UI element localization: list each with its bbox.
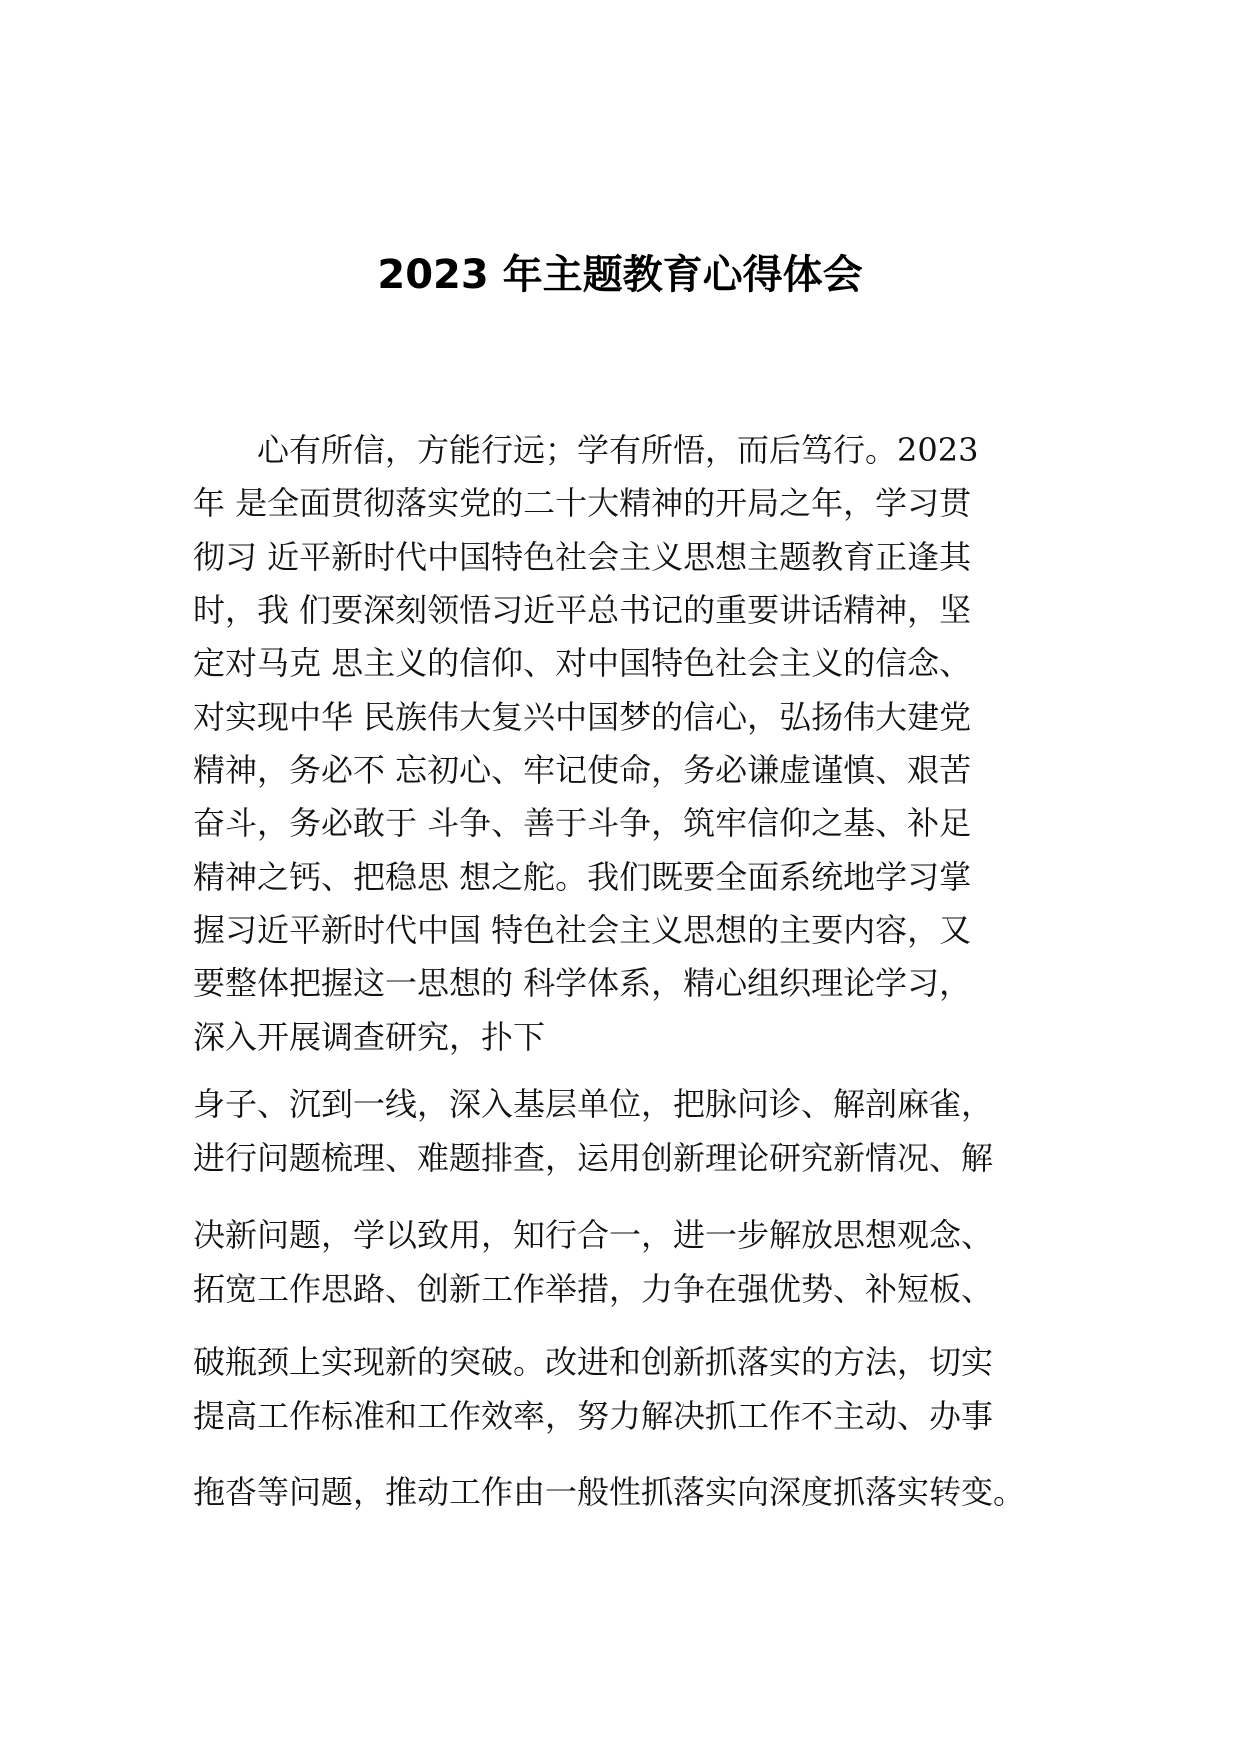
body-line: 拓宽工作思路、创新工作举措，力争在强优势、补短板、 (193, 1270, 994, 1308)
body-line: 奋斗，务必敢于 斗争、善于斗争，筑牢信仰之基、补足 (193, 804, 972, 842)
body-line: 深入开展调查研究，扑下 (193, 1018, 546, 1056)
body-line: 心有所信，方能行远；学有所悟，而后笃行。2023 (193, 431, 979, 469)
body-line: 对实现中华 民族伟大复兴中国梦的信心，弘扬伟大建党 (193, 698, 972, 736)
body-line: 定对马克 思主义的信仰、对中国特色社会主义的信念、 (193, 644, 972, 682)
body-line: 握习近平新时代中国 特色社会主义思想的主要内容，又 (193, 911, 972, 949)
body-line: 要整体把握这一思想的 科学体系，精心组织理论学习， (193, 964, 972, 1002)
body-line: 精神，务必不 忘初心、牢记使命，务必谦虚谨慎、艰苦 (193, 751, 972, 789)
body-line: 时，我 们要深刻领悟习近平总书记的重要讲话精神，坚 (193, 591, 972, 629)
body-line: 彻习 近平新时代中国特色社会主义思想主题教育正逢其 (193, 538, 972, 576)
body-line: 年 是全面贯彻落实党的二十大精神的开局之年，学习贯 (193, 484, 972, 522)
body-line: 提高工作标准和工作效率，努力解决抓工作不主动、办事 (193, 1397, 994, 1435)
body-line: 身子、沉到一线，深入基层单位，把脉问诊、解剖麻雀， (193, 1085, 994, 1123)
body-line: 进行问题梳理、难题排查，运用创新理论研究新情况、解 (193, 1139, 994, 1177)
body-line: 决新问题，学以致用，知行合一，进一步解放思想观念、 (193, 1216, 994, 1254)
document-title: 2023 年主题教育心得体会 (377, 252, 863, 298)
body-line: 破瓶颈上实现新的突破。改进和创新抓落实的方法，切实 (193, 1343, 994, 1381)
body-line: 拖沓等问题，推动工作由一般性抓落实向深度抓落实转变。 (193, 1473, 1026, 1511)
body-line: 精神之钙、把稳思 想之舵。我们既要全面系统地学习掌 (193, 858, 972, 896)
